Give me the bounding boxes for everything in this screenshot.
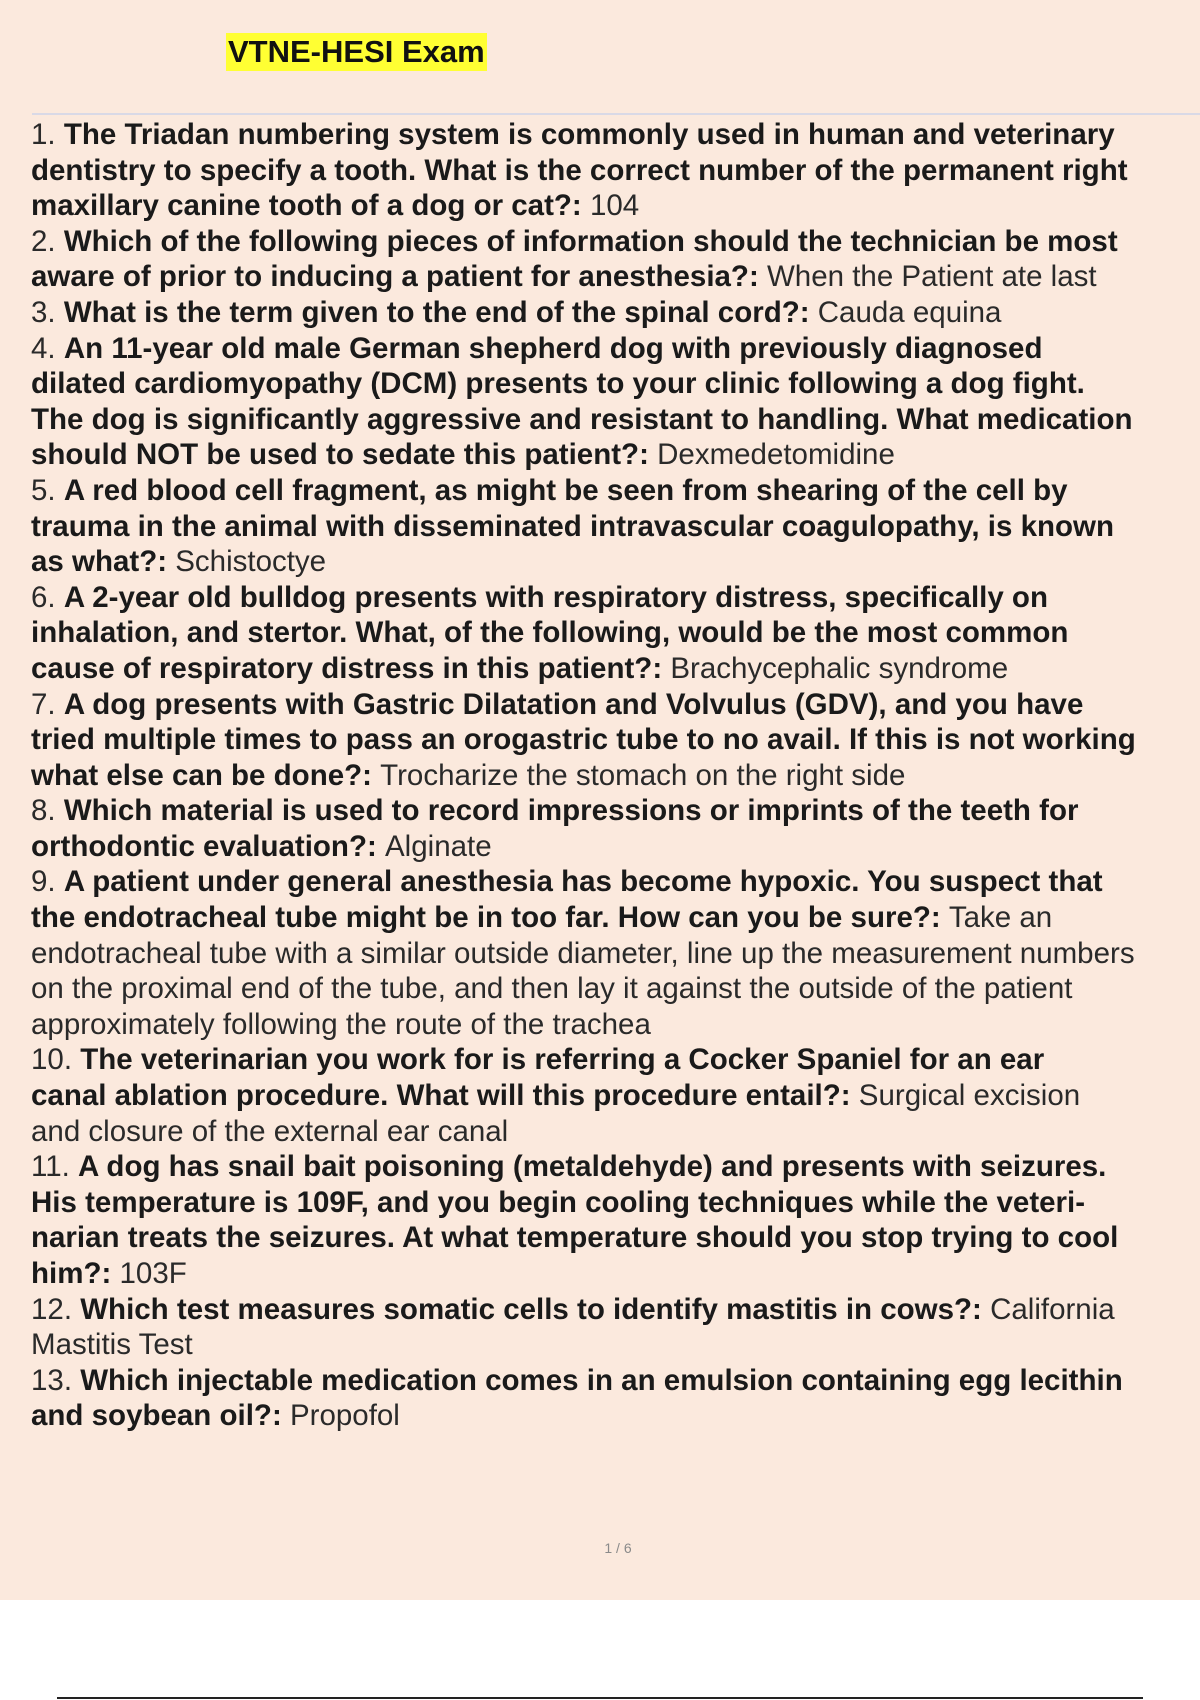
answer-text: Take an — [948, 901, 1053, 935]
question-text: The dog is significantly aggressive and resistant to handling. What medication — [31, 402, 1133, 436]
question-line — [31, 1078, 1200, 1114]
answer-text: 11. — [31, 1150, 79, 1184]
question-line — [31, 1220, 1200, 1256]
question-line — [31, 259, 1200, 295]
question-text: orthodontic evaluation?: — [31, 829, 385, 863]
answer-text: Schistoctye — [175, 545, 327, 579]
question-text: narian treats the seizures. At what temperature should you stop trying to cool — [31, 1221, 1119, 1255]
question-item — [31, 117, 1200, 224]
question-text: him?: — [31, 1257, 120, 1290]
question-line — [31, 1292, 1200, 1328]
answer-text: 7. — [31, 687, 64, 721]
question-line — [31, 1363, 1200, 1399]
question-line — [31, 331, 1200, 367]
question-line — [31, 900, 1200, 936]
question-line — [31, 1327, 1200, 1363]
question-line — [31, 687, 1200, 723]
question-text: The veterinarian you work for is referring a Cocker Spaniel for an ear — [80, 1043, 1045, 1077]
question-line — [31, 366, 1200, 402]
question-line — [31, 651, 1200, 687]
answer-text: California — [990, 1292, 1115, 1326]
question-item — [31, 793, 1200, 864]
answer-text: Cauda equina — [817, 295, 1002, 329]
answer-text: Brachycephalic syndrome — [670, 651, 1009, 685]
answer-text: When the Patient ate last — [766, 260, 1097, 294]
question-item — [31, 1292, 1200, 1363]
answer-text: 2. — [31, 224, 64, 258]
answer-text: 10. — [31, 1043, 81, 1077]
answer-text: 13. — [31, 1363, 81, 1397]
page-bottom-rule — [57, 1697, 1143, 1699]
question-text: as what?: — [31, 545, 176, 579]
question-line — [31, 473, 1200, 509]
question-item — [31, 295, 1200, 331]
question-line — [31, 117, 1200, 153]
question-text: Which material is used to record impressions or imprints of the teeth for — [63, 794, 1079, 828]
question-text: dentistry to specify a tooth. What is the correct number of the permanent right — [31, 153, 1128, 187]
answer-text: 5. — [31, 473, 64, 507]
question-line — [31, 793, 1200, 829]
question-text: Which test measures somatic cells to identify mastitis in cows?: — [80, 1292, 991, 1326]
question-line — [31, 153, 1200, 189]
question-text: canal ablation procedure. What will this procedure entail?: — [31, 1079, 859, 1113]
question-item — [31, 473, 1200, 580]
question-text: dilated cardiomyopathy (DCM) presents to your clinic following a dog fight. — [31, 367, 1085, 401]
question-line — [31, 829, 1200, 865]
question-line — [31, 224, 1200, 260]
answer-text: 103F — [119, 1257, 187, 1290]
answer-text: Mastitis Test — [31, 1328, 193, 1362]
document-title: VTNE-HESI Exam — [228, 34, 485, 69]
answer-text: 6. — [31, 580, 64, 614]
question-text: trauma in the animal with disseminated intravascular coagulopathy, is known — [31, 509, 1115, 543]
answer-text: approximately following the route of the trachea — [31, 1007, 651, 1041]
answer-text: Surgical excision — [858, 1079, 1081, 1113]
question-text: A 2-year old bulldog presents with respiratory distress, specifically on — [63, 580, 1048, 614]
question-list — [31, 117, 1200, 1434]
question-line — [31, 1185, 1200, 1221]
question-text: What is the term given to the end of the spinal cord?: — [63, 295, 818, 329]
question-text: A patient under general anesthesia has become hypoxic. You suspect that — [63, 865, 1103, 899]
question-text: A dog presents with Gastric Dilatation and Volvulus (GDV), and you have — [63, 687, 1084, 721]
page-indicator: 1 / 6 — [604, 1540, 632, 1556]
question-line — [31, 544, 1200, 580]
question-text: aware of prior to inducing a patient for anesthesia?: — [31, 260, 767, 294]
answer-text: 8. — [31, 794, 64, 828]
question-line — [31, 437, 1200, 473]
answer-text: Dexmedetomidine — [657, 438, 895, 472]
question-item — [31, 331, 1200, 473]
question-text: should NOT be used to sedate this patient?: — [31, 438, 658, 472]
question-line — [31, 1042, 1200, 1078]
question-text: cause of respiratory distress in this patient?: — [31, 651, 671, 685]
question-text: The Triadan numbering system is commonly used in human and veterinary — [63, 118, 1115, 151]
answer-text: endotracheal tube with a similar outside diameter, line up the measurement numbers — [31, 936, 1135, 970]
question-text: Which of the following pieces of information should the technician be most — [63, 224, 1118, 258]
question-line — [31, 1149, 1200, 1185]
question-line — [31, 1398, 1200, 1434]
answer-text: Alginate — [385, 829, 492, 863]
answer-text: 1. — [31, 118, 64, 151]
question-text: A dog has snail bait poisoning (metaldehyde) and presents with seizures. — [78, 1150, 1107, 1184]
question-text: tried multiple times to pass an orogastric tube to no avail. If this is not working — [31, 723, 1136, 757]
question-text: the endotracheal tube might be in too far. How can you be sure?: — [31, 901, 949, 935]
answer-text: on the proximal end of the tube, and then lay it against the outside of the patient — [31, 972, 1073, 1006]
question-item — [31, 687, 1200, 794]
question-item — [31, 580, 1200, 687]
question-text: Which injectable medication comes in an emulsion containing egg lecithin — [80, 1363, 1123, 1397]
question-line — [31, 1114, 1200, 1150]
question-line — [31, 971, 1200, 1007]
question-line — [31, 1007, 1200, 1043]
question-item — [31, 864, 1200, 1042]
question-line — [31, 580, 1200, 616]
question-text: inhalation, and stertor. What, of the following, would be the most common — [31, 616, 1069, 650]
question-item — [31, 1042, 1200, 1149]
question-text: An 11-year old male German shepherd dog with previously diagnosed — [63, 331, 1043, 365]
question-line — [31, 722, 1200, 758]
question-line — [31, 936, 1200, 972]
answer-text: Propofol — [289, 1399, 400, 1433]
question-line — [31, 864, 1200, 900]
question-line — [31, 188, 1200, 224]
question-line — [31, 615, 1200, 651]
answer-text: Trocharize the stomach on the right side — [380, 758, 906, 792]
answer-text: and closure of the external ear canal — [31, 1114, 509, 1148]
question-line — [31, 295, 1200, 331]
question-item — [31, 1363, 1200, 1434]
answer-text: 12. — [31, 1292, 81, 1326]
question-line — [31, 758, 1200, 794]
question-item — [31, 1149, 1200, 1291]
answer-text: 9. — [31, 865, 64, 899]
question-text: A red blood cell fragment, as might be seen from shearing of the cell by — [63, 473, 1068, 507]
answer-text: 104 — [589, 189, 640, 223]
question-text: maxillary canine tooth of a dog or cat?: — [31, 189, 590, 223]
question-text: His temperature is 109F, and you begin cooling techniques while the veteri- — [31, 1185, 1086, 1219]
question-line — [31, 1256, 1200, 1292]
question-item — [31, 224, 1200, 295]
question-line — [31, 509, 1200, 545]
question-text: what else can be done?: — [31, 758, 381, 792]
question-line — [31, 402, 1200, 438]
answer-text: 4. — [31, 331, 64, 365]
question-text: and soybean oil?: — [31, 1399, 290, 1433]
answer-text: 3. — [31, 295, 64, 329]
header-divider — [32, 113, 1200, 115]
